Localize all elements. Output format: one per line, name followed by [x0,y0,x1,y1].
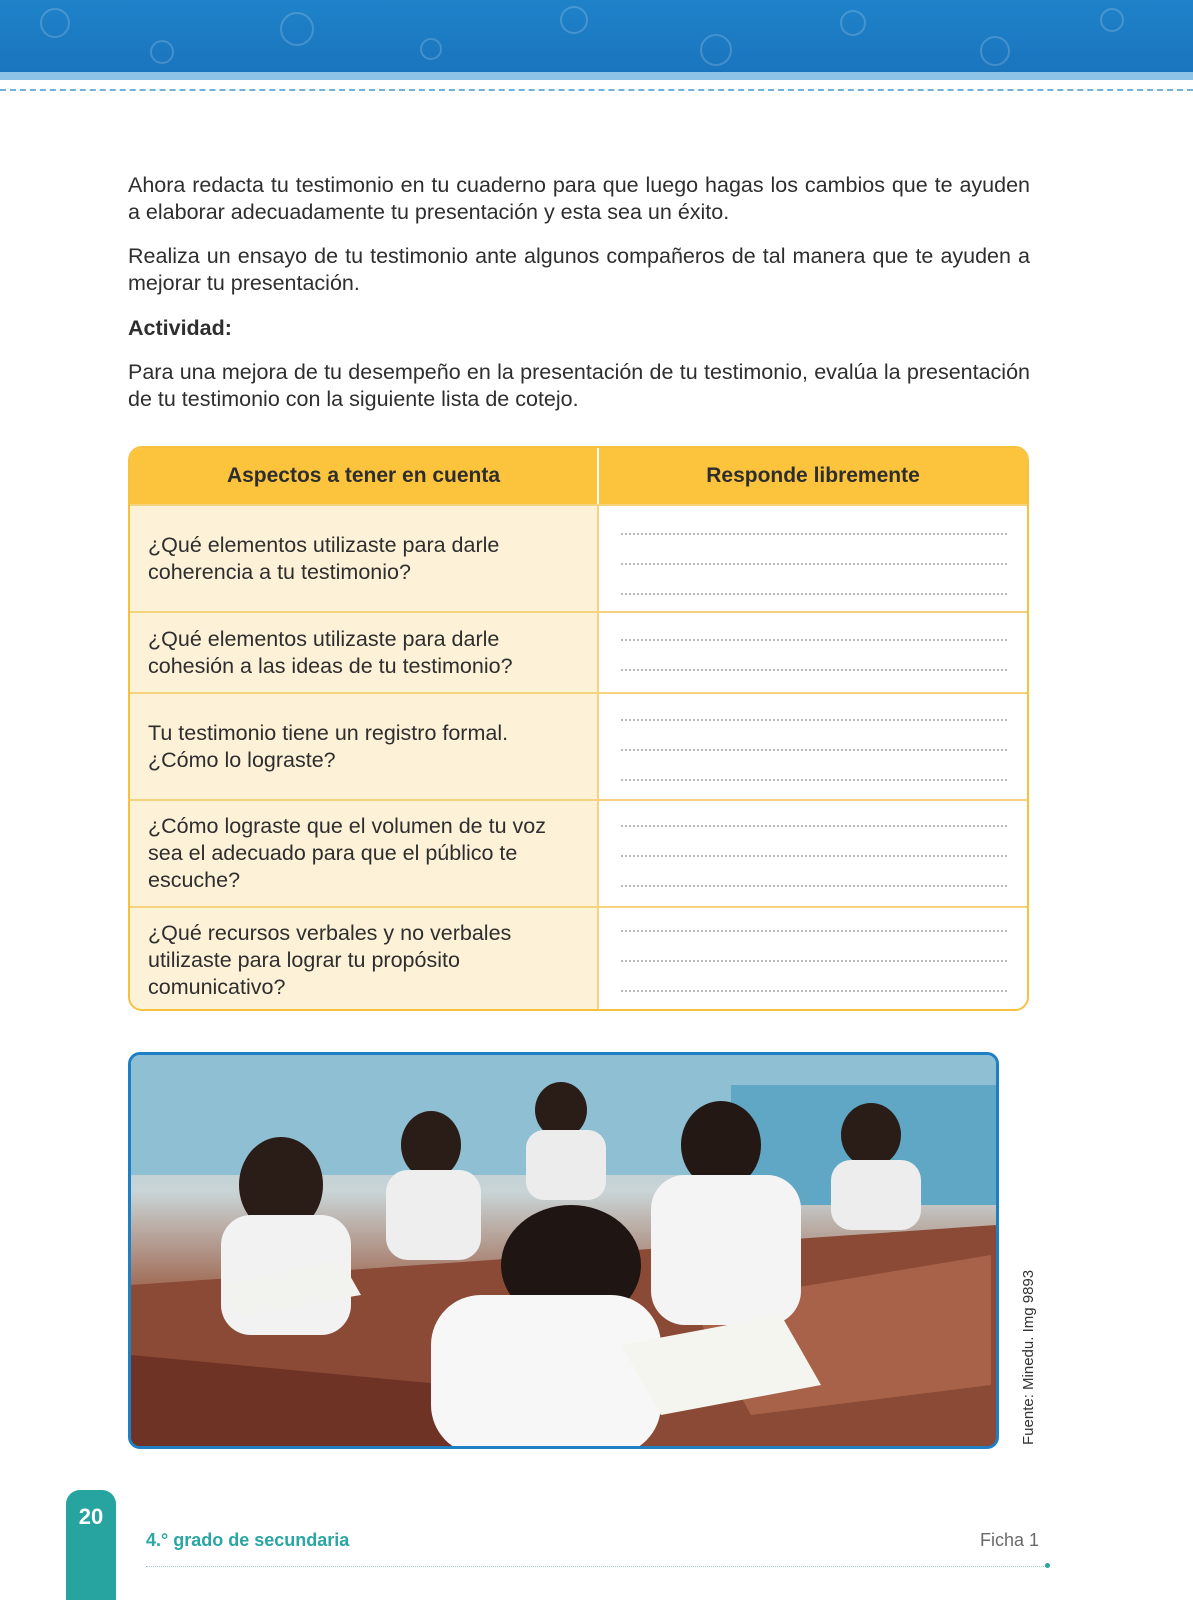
student-shirt [386,1170,481,1260]
answer-line [621,825,1007,827]
answer-field[interactable] [599,801,1027,906]
answer-line [621,930,1007,932]
student-shirt [526,1130,606,1200]
answer-field[interactable] [599,694,1027,799]
question-register: Tu testimonio tiene un registro formal. ¿Cómo lo lograste? [130,694,599,799]
checklist-table [128,446,1029,1011]
answer-line [621,639,1007,641]
banner-dashed-divider [0,89,1193,91]
student-shirt [651,1175,801,1325]
footer-divider [146,1566,1046,1567]
answer-line [621,563,1007,565]
answer-field[interactable] [599,506,1027,611]
table-row [130,611,1027,692]
answer-line [621,990,1007,992]
question-coherence: ¿Qué elementos utilizaste para darle coherencia a tu testimonio? [130,506,599,611]
answer-field[interactable] [599,908,1027,1011]
student-shirt [831,1160,921,1230]
answer-line [621,749,1007,751]
footer-grade: 4.° grado de secundaria [146,1530,350,1550]
activity-heading: Actividad: [128,316,232,340]
classroom-illustration [131,1055,996,1446]
answer-line [621,779,1007,781]
classroom-photo [128,1052,999,1449]
answer-line [621,669,1007,671]
answer-line [621,719,1007,721]
header-answer: Responde libremente [706,464,920,487]
answer-line [621,885,1007,887]
student-shirt [431,1295,661,1446]
top-banner [0,0,1193,72]
page-number-tab [66,1490,116,1600]
table-row [130,799,1027,906]
answer-line [621,533,1007,535]
answer-line [621,960,1007,962]
question-volume: ¿Cómo lograste que el volumen de tu voz sea el adecuado para que el público te escuche? [130,801,599,906]
question-cohesion: ¿Qué elementos utilizaste para darle cohesión a las ideas de tu testimonio? [130,613,599,692]
student-head [401,1111,461,1179]
table-row [130,504,1027,611]
student-head [841,1103,901,1167]
page-number: 20 [78,1504,104,1529]
table-row [130,906,1027,1011]
paragraph-activity: Para una mejora de tu desempeño en la presentación de tu testimonio, evalúa la presentación de tu testimonio con la siguiente lista de cotejo. [128,360,1030,411]
banner-stripe [0,72,1193,80]
paragraph-intro: Ahora redacta tu testimonio en tu cuaderno para que luego hagas los cambios que te ayuden a elaborar adecuadamente tu presentación y esta sea un éxito. [128,173,1030,224]
paragraph-rehearsal: Realiza un ensayo de tu testimonio ante algunos compañeros de tal manera que te ayuden a mejorar tu presentación. [128,244,1030,295]
answer-field[interactable] [599,613,1027,692]
answer-line [621,593,1007,595]
table-row [130,692,1027,799]
checklist-header [130,448,1027,504]
student-head [535,1082,587,1138]
answer-line [621,855,1007,857]
footer-ficha: Ficha 1 [980,1530,1040,1550]
footer-dot [1045,1563,1050,1568]
photo-credit: Fuente: Minedu. Img 9893 [1020,1269,1037,1445]
question-resources: ¿Qué recursos verbales y no verbales utilizaste para lograr tu propósito comunicativo? [130,908,599,1011]
header-aspects: Aspectos a tener en cuenta [130,448,599,504]
